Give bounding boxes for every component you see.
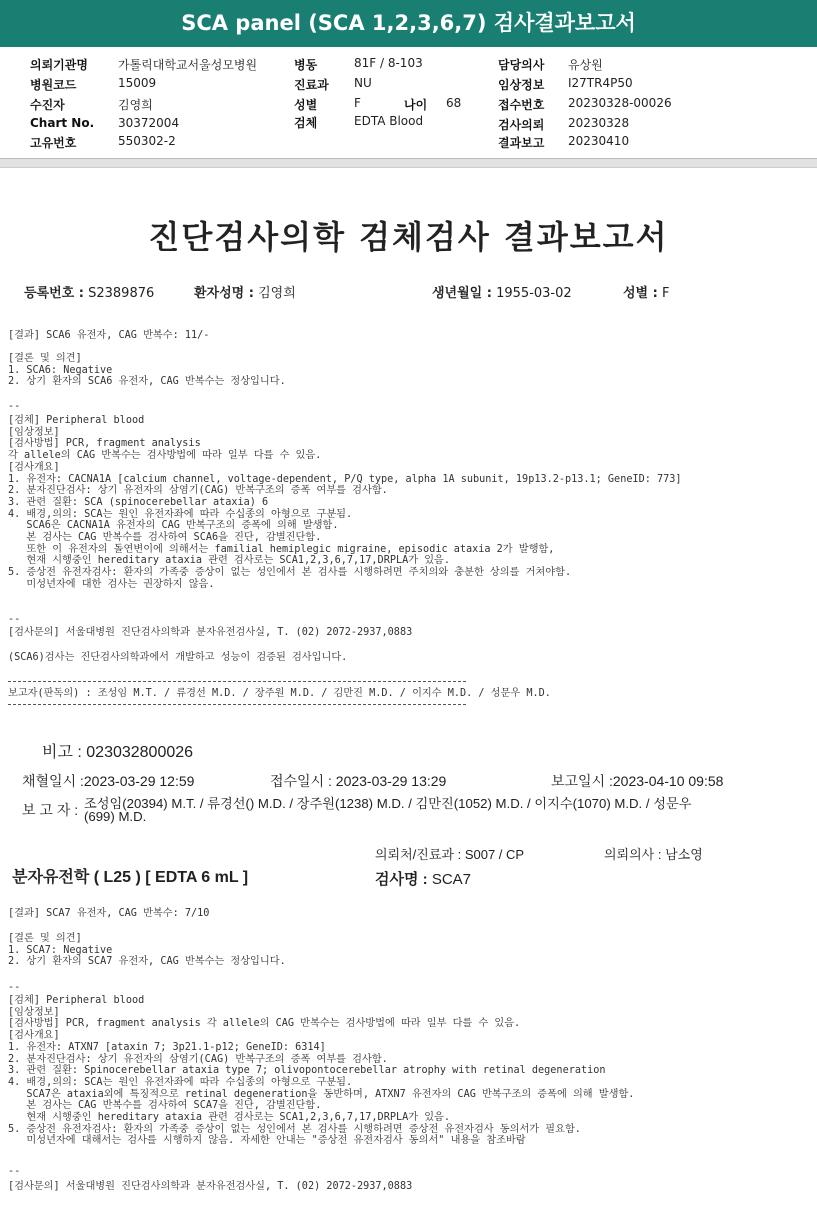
report-title: 진단검사의학 검체검사 결과보고서 [148,218,669,256]
section-title: 분자유전학 ( L25 ) [ EDTA 6 mL ] [12,869,249,886]
request-date-label: 검사의뢰 [498,118,545,132]
patient-value: 김영희 [118,98,153,112]
hospital-code-label: 병원코드 [30,78,77,92]
sca6-conclusion: [결론 및 의견] 1. SCA6: Negative 2. 상기 환자의 SCA6 유전자, CAG 반복수는 정상입니다. [8,353,286,388]
sca6-contact: [검사문의] 서울대병원 진단검사의학과 분자유전검사실, T. (02) 2072-2937,0883 [8,627,413,638]
unique-no-value: 550302-2 [118,134,176,148]
report-date-label: 결과보고 [498,136,545,150]
report-sex-value: F [661,286,670,301]
ward-value: 81F / 8-103 [354,56,423,70]
chart-no-label: Chart No. [30,116,95,130]
sca7-conclusion: [결론 및 의견] 1. SCA7: Negative 2. 상기 환자의 SCA7 유전자, CAG 반복수는 정상입니다. [8,933,286,968]
sca7-details: [검체] Peripheral blood [임상정보] [검사방법] PCR, fragment analysis 각 allele의 CAG 반복수는 검사방법에 따라 일부 다를 수 있음. [검사개요] 1. 유전자: ATXN7 [ataxin 7; 3p21.1-p12; GeneID: 6314] 2. 분자진단검사: 상기 유전자의 삼염기(CAG) 반복구조의 증폭 여부를 검사함. 3. 관련 질환: Spinocerebellar ataxia type 7; olivopontocerebellar atrophy with retinal degeneration 4. 배경,의의: SCA는 원인 유전자좌에 따라 수십종의 아형으로 구분됨. SCA7은 ataxia외에 특징적으로 retinal degeneration을 동반하며, ATXN7 유전자의 CAG 반복구조의 증폭에 의해 발생함. 본 검사는 CAG 반복수를 검사하여 SCA7을 진단, 감별진단함. 현재 시행중인 hereditary ataxia 관련 검사로는 SCA1,2,3,6,7,17,DRPLA가 있음. 5. 증상전 유전자검사: 환자의 가족중 증상이 없는 성인에서 본 검사를 시행하려면 증상전 유전자검사 동의서가 필요함. 미성년자에 대해서는 검사를 시행하지 않음. 자세한 안내는 "증상전 유전자검사 동의서" 내용을 참조바람 [8,995,635,1147]
reporter-value-cont: (699) M.D. [84,809,147,824]
doctor-value: 유상원 [568,58,603,72]
dob-label: 생년월일 : [432,286,492,301]
unique-no-label: 고유번호 [30,136,77,150]
patient-name-value: 김영희 [258,286,296,301]
specimen-label: 검체 [294,116,318,130]
doctor-label: 담당의사 [498,58,545,72]
accept-time-value: 2023-03-29 13:29 [335,773,447,789]
report-time-value: 2023-04-10 09:58 [612,773,724,789]
request-info-panel [0,47,817,155]
sca6-developed-note: (SCA6)검사는 진단검사의학과에서 개발하고 성능이 검증된 검사입니다. [8,652,348,663]
sca6-reporters: 보고자(판독의) : 조성임 M.T. / 류경선 M.D. / 장주원 M.D. / 김만진 M.D. / 이지수 M.D. / 성문우 M.D. [8,688,551,699]
age-value: 68 [446,96,462,110]
hospital-label: 의뢰기관명 [30,58,88,72]
dept-label: 진료과 [294,78,329,92]
report-header-title: SCA panel (SCA 1,2,3,6,7) 검사결과보고서 [0,0,817,47]
report-sex-label: 성별 : [623,286,658,301]
sca7-dash2: -- [8,1166,21,1177]
referring-doctor-value: 남소영 [665,847,703,862]
specimen-value: EDTA Blood [354,114,424,128]
referral-value: S007 / CP [464,847,525,862]
receipt-no-value: 20230328-00026 [568,96,672,110]
hospital-value: 가톨릭대학교서울성모병원 [118,58,258,72]
sca7-contact: [검사문의] 서울대병원 진단검사의학과 분자유전검사실, T. (02) 2072-2937,0883 [8,1181,413,1192]
clinical-info-value: I27TR4P50 [568,76,633,90]
ward-label: 병동 [294,58,318,72]
reg-no-value: S2389876 [88,286,155,301]
age-label: 나이 [404,98,428,112]
referral-label: 의뢰처/진료과 : [375,847,462,862]
collect-time-label: 채혈일시 : [22,773,84,789]
sex-value: F [354,96,361,110]
accept-time-label: 접수일시 : [270,773,332,789]
dashed-rule [8,704,466,705]
sca6-result: [결과] SCA6 유전자, CAG 반복수: 11/- [8,330,210,341]
sca6-dash2: -- [8,614,21,625]
sca6-dash: -- [8,401,21,412]
request-date-value: 20230328 [568,116,630,130]
receipt-no-label: 접수번호 [498,98,545,112]
test-name-label: 검사명 : [375,871,428,888]
report-time-label: 보고일시 : [551,773,613,789]
reg-no-label: 등록번호 : [24,286,84,301]
dashed-rule [8,681,466,682]
reporter-value: 조성임(20394) M.T. / 류경선() M.D. / 장주원(1238) M.D. / 김만진(1052) M.D. / 이지수(1070) M.D. / 성문우 [84,796,692,811]
hospital-code-value: 15009 [118,76,157,90]
patient-name-label: 환자성명 : [194,286,254,301]
section-divider [0,158,817,168]
sca7-dash: -- [8,982,21,993]
sca6-details: [검체] Peripheral blood [임상정보] [검사방법] PCR, fragment analysis 각 allele의 CAG 반복수는 검사방법에 따라 일부 다를 수 있음. [검사개요] 1. 유전자: CACNA1A [calcium channel, voltage-dependent, P/Q type, alpha 1A subunit, 19p13.2-p13.1; GeneID: 773] 2. 분자진단검사: 상기 유전자의 삼염기(CAG) 반복구조의 증폭 여부를 검사함. 3. 관련 질환: SCA (spinocerebellar ataxia) 6 4. 배경,의의: SCA는 원인 유전자좌에 따라 수십종의 아형으로 구분됨. SCA6은 CACNA1A 유전자의 CAG 반복구조의 증폭에 의해 발생함. 본 검사는 CAG 반복수를 검사하여 SCA6을 진단, 감별진단함. 또한 이 유전자의 돌연변이에 의해서는 familial hemiplegic migraine, episodic ataxia 2가 발행함, 현재 시행중인 hereditary ataxia 관련 검사로는 SCA1,2,3,6,7,17,DRPLA가 있음. 5. 증상전 유전자검사: 환자의 가족중 증상이 없는 성인에서 본 검사를 시행하려면 주치의와 충분한 상의를 거쳐야함. 미성년자에 대한 검사는 권장하지 않음. [8,415,682,590]
collect-time-value: 2023-03-29 12:59 [83,773,195,789]
clinical-info-label: 임상정보 [498,78,545,92]
referring-doctor-label: 의뢰의사 : [604,847,662,862]
note-value: 023032800026 [86,744,194,761]
lab-report-document [0,168,817,1215]
reporter-label: 보 고 자 : [22,802,79,818]
dept-value: NU [354,76,372,90]
chart-no-value: 30372004 [118,116,180,130]
sex-label: 성별 [294,98,318,112]
note-label: 비고 : [42,744,82,761]
patient-label: 수진자 [30,98,65,112]
report-date-value: 20230410 [568,134,630,148]
dob-value: 1955-03-02 [496,286,572,301]
test-name-value: SCA7 [431,871,471,888]
sca7-result: [결과] SCA7 유전자, CAG 반복수: 7/10 [8,908,210,919]
